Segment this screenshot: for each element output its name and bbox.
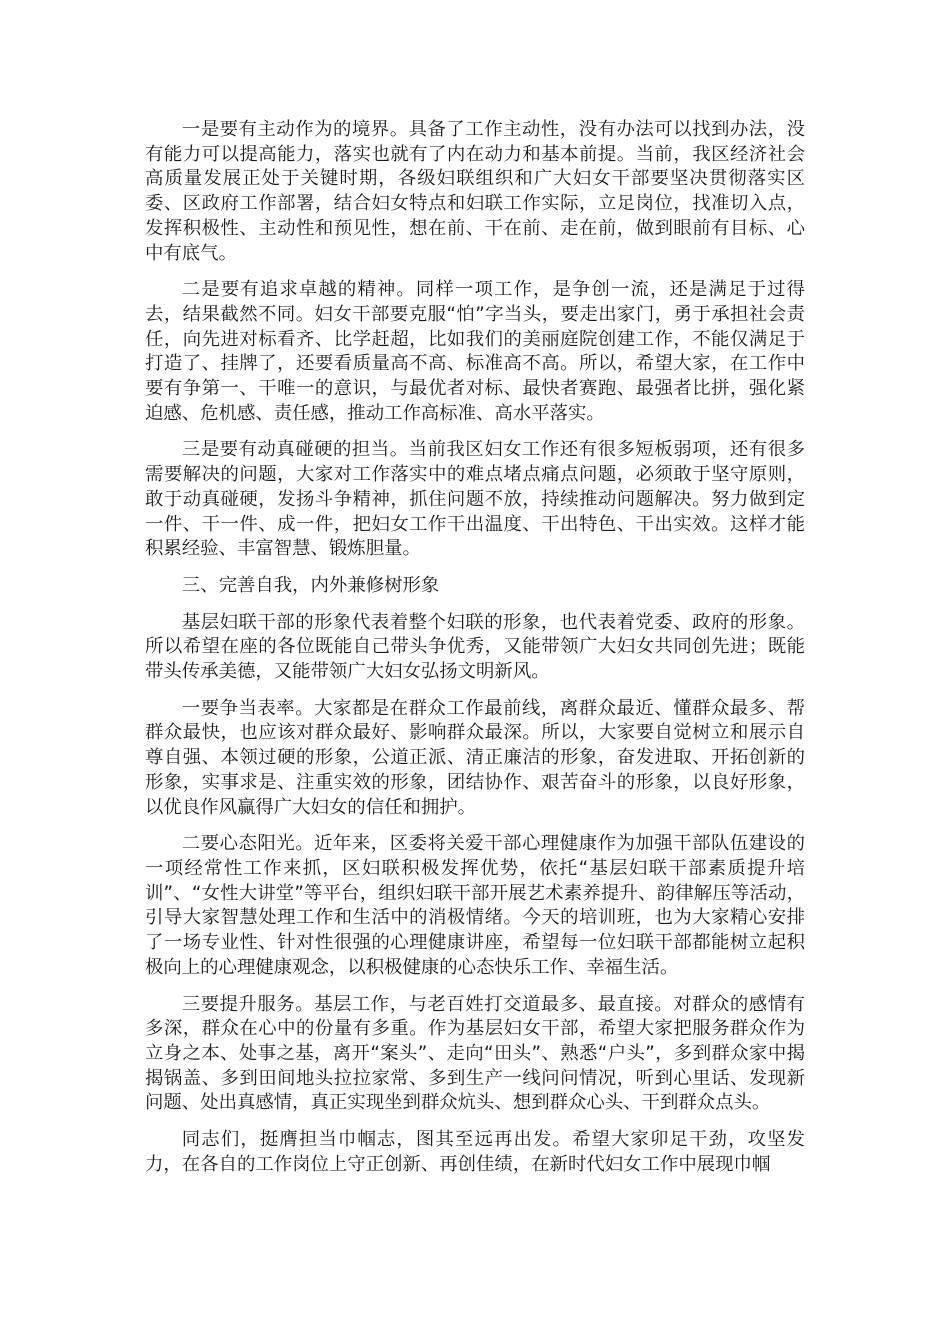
paragraph-role-model: 一要争当表率。大家都是在群众工作最前线，离群众最近、懂群众最多、帮群众最快，也应该对群众最好、影响群众最深。所以，大家要自觉树立和展示自尊自强、本领过硬的形象，公道正派、清正廉洁的形象，奋发进取、开拓创新的形象，实事求是、注重实效的形象，团结协作、艰苦奋斗的形象，以良好形象，以优良作风赢得广大妇女的信任和拥护。 [145,697,805,818]
paragraph-excellence: 二是要有追求卓越的精神。同样一项工作，是争创一流，还是满足于过得去，结果截然不同。妇女干部要克服“怕”字当头，要走出家门，勇于承担社会责任，向先进对标看齐、比学赶超，比如我们的美丽庭院创建工作，不能仅满足于打造了、挂牌了，还要看质量高不高、标准高不高。所以，希望大家，在工作中要有争第一、干唯一的意识，与最优者对标、最快者赛跑、最强者比拼，强化紧迫感、危机感、责任感，推动工作高标准、高水平落实。 [145,279,805,424]
paragraph-image-intro: 基层妇联干部的形象代表着整个妇联的形象，也代表着党委、政府的形象。所以希望在座的各位既能自己带头争优秀，又能带领广大妇女共同创先进；既能带头传承美德，又能带领广大妇女弘扬文明新风。 [145,611,805,683]
paragraph-service: 三要提升服务。基层工作，与老百姓打交道最多、最直接。对群众的感情有多深，群众在心中的份量有多重。作为基层妇女干部，希望大家把服务群众作为立身之本、处事之基，离开“案头”、走向“田头”、熟悉“户头”，多到群众家中揭揭锅盖、多到田间地头拉拉家常、多到生产一线问问情况，听到心里话、发现新问题、处出真感情，真正实现坐到群众炕头、想到群众心头、干到群众点头。 [145,993,805,1114]
paragraph-closing: 同志们，挺膺担当巾帼志，图其至远再出发。希望大家卯足干劲，攻坚发力，在各自的工作岗位上守正创新、再创佳绩，在新时代妇女工作中展现巾帼 [145,1129,805,1175]
paragraph-positive-mindset: 二要心态阳光。近年来，区委将关爱干部心理健康作为加强干部队伍建设的一项经常性工作来抓，区妇联积极发挥优势，依托“基层妇联干部素质提升培训”、“女性大讲堂”等平台，组织妇联干部开展艺术素养提升、韵律解压等活动，引导大家智慧处理工作和生活中的消极情绪。今天的培训班，也为大家精心安排了一场专业性、针对性很强的心理健康讲座，希望每一位妇联干部都能树立起积极向上的心理健康观念，以积极健康的心态快乐工作、幸福生活。 [145,833,805,978]
paragraph-responsibility: 三是要有动真碰硬的担当。当前我区妇女工作还有很多短板弱项，还有很多需要解决的问题，大家对工作落实中的难点堵点痛点问题，必须敢于坚守原则，敢于动真碰硬，发扬斗争精神，抓住问题不放，持续推动问题解决。努力做到定一件、干一件、成一件，把妇女工作干出温度、干出特色、干出实效。这样才能积累经验、丰富智慧、锻炼胆量。 [145,439,805,560]
document-body [145,118,805,1189]
paragraph-initiative: 一是要有主动作为的境界。具备了工作主动性，没有办法可以找到办法，没有能力可以提高能力，落实也就有了内在动力和基本前提。当前，我区经济社会高质量发展正处于关键时期，各级妇联组织和广大妇女干部要坚决贯彻落实区委、区政府工作部署，结合妇女特点和妇联工作实际，立足岗位，找准切入点，发挥积极性、主动性和预见性，想在前、干在前、走在前，做到眼前有目标、心中有底气。 [145,119,805,264]
section-heading: 三、完善自我，内外兼修树形象 [181,574,440,596]
